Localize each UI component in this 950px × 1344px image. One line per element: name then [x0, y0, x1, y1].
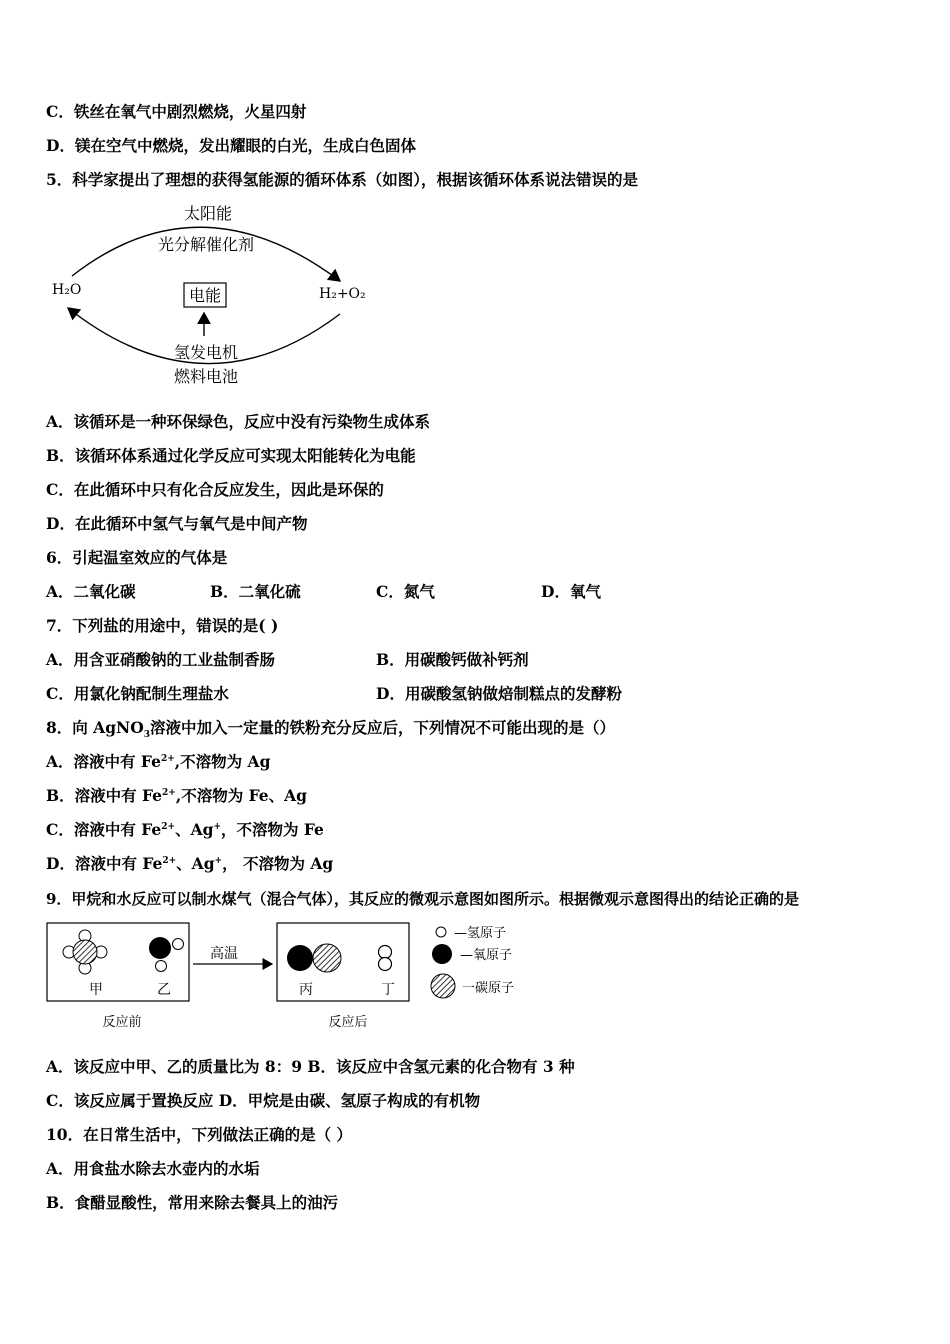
q10-option-b: B．食醋显酸性，常用来除去餐具上的油污 — [46, 1193, 339, 1212]
caption-after: 反应后 — [328, 1015, 368, 1030]
q8c-post: ，不溶物为 Fe — [221, 820, 324, 839]
q8a-sup: 2+ — [160, 753, 175, 764]
diag-top1: 太阳能 — [183, 204, 233, 223]
q10-stem: 10．在日常生活中，下列做法正确的是（ ） — [46, 1125, 352, 1144]
legend-h-atom — [436, 927, 446, 937]
q4-option-c: C．铁丝在氧气中剧烈燃烧，火星四射 — [46, 102, 307, 121]
q6-option-c: C．氮气 — [376, 582, 435, 601]
legend-c-atom — [431, 974, 455, 998]
q5-option-c: C．在此循环中只有化合反应发生，因此是环保的 — [46, 480, 384, 499]
label-ding: 丁 — [381, 982, 395, 998]
q4-option-d: D．镁在空气中燃烧，发出耀眼的白光，生成白色固体 — [46, 136, 416, 155]
q8b-pre: B．溶液中有 Fe — [46, 786, 163, 805]
q6-option-d: D．氧气 — [541, 582, 601, 601]
q8-option-d — [46, 854, 333, 874]
reaction-micro-diagram — [40, 916, 550, 1040]
yi-o-atom — [149, 937, 171, 959]
q8d-sup2: + — [214, 855, 223, 866]
diag-bottom1: 氢发电机 — [173, 343, 239, 362]
diag-right: H₂+O₂ — [319, 286, 366, 302]
q8d-post: ， 不溶物为 Ag — [222, 854, 334, 873]
q8-option-b — [46, 786, 307, 806]
q5-stem: 5．科学家提出了理想的获得氢能源的循环体系（如图），根据该循环体系说法错误的是 — [46, 170, 639, 189]
ding-h-top — [379, 946, 392, 959]
q8b-sup: 2+ — [162, 787, 176, 798]
yi-h-top — [173, 939, 184, 950]
q7-option-b: B．用碳酸钙做补钙剂 — [376, 650, 529, 669]
q7-option-d: D．用碳酸氢钠做焙制糕点的发酵粉 — [376, 684, 622, 703]
q5-option-b: B．该循环体系通过化学反应可实现太阳能转化为电能 — [46, 446, 416, 465]
q8a-post: ,不溶物为 Ag — [174, 752, 271, 771]
q8d-pre: D．溶液中有 Fe — [46, 854, 163, 873]
q8d-mid: 、Ag — [176, 854, 215, 873]
q8c-pre: C．溶液中有 Fe — [46, 820, 162, 839]
q8c-mid: 、Ag — [175, 820, 214, 839]
q10-option-a: A．用食盐水除去水壶内的水垢 — [46, 1159, 260, 1178]
q8a-pre: A．溶液中有 Fe — [46, 752, 161, 771]
legend-h-label: —氢原子 — [454, 926, 507, 941]
q6-stem: 6．引起温室效应的气体是 — [46, 548, 228, 567]
diag-top2: 光分解催化剂 — [157, 235, 255, 254]
legend-o-label: —氧原子 — [460, 948, 513, 963]
bing-o-atom — [287, 945, 313, 971]
q9-options-ab: A．该反应中甲、乙的质量比为 8：9 B．该反应中含氢元素的化合物有 3 种 — [46, 1057, 575, 1076]
legend-c-label: 一碳原子 — [462, 981, 515, 996]
q6-option-b: B．二氧化硫 — [210, 582, 301, 601]
legend-o-atom — [432, 944, 452, 964]
label-yi: 乙 — [157, 982, 171, 998]
q7-option-c: C．用氯化钠配制生理盐水 — [46, 684, 229, 703]
yi-h-bottom — [156, 961, 167, 972]
q7-stem: 7．下列盐的用途中，错误的是( ) — [46, 616, 279, 635]
q7-option-a: A．用含亚硝酸钠的工业盐制香肠 — [46, 650, 276, 669]
arrow-label: 高温 — [210, 946, 238, 962]
caption-before: 反应前 — [102, 1015, 142, 1030]
q8b-post: ,不溶物为 Fe、Ag — [175, 786, 308, 805]
q8-stem-post: 溶液中加入一定量的铁粉充分反应后，下列情况不可能出现的是（） — [149, 718, 615, 737]
bing-c-atom — [313, 944, 341, 972]
label-bing: 丙 — [299, 982, 313, 998]
q8-option-a — [46, 752, 270, 772]
q8-stem-sub: 3 — [143, 730, 150, 741]
hydrogen-cycle-diagram — [40, 196, 380, 396]
q8c-sup: 2+ — [161, 821, 176, 832]
q8-stem-pre: 8．向 AgNO — [46, 718, 144, 737]
q9-options-cd: C．该反应属于置换反应 D．甲烷是由碳、氢原子构成的有机物 — [46, 1091, 481, 1110]
q6-option-a: A．二氧化碳 — [46, 582, 136, 601]
q5-option-a: A．该循环是一种环保绿色，反应中没有污染物生成体系 — [46, 412, 431, 431]
jia-c-atom — [73, 940, 97, 964]
diag-bottom2: 燃料电池 — [173, 367, 239, 386]
q8c-sup2: + — [213, 821, 221, 832]
label-jia: 甲 — [89, 982, 103, 998]
q8-stem — [46, 718, 615, 741]
q8-option-c — [46, 820, 324, 840]
q9-stem: 9．甲烷和水反应可以制水煤气（混合气体），其反应的微观示意图如图所示。根据微观示意图得出的结论正确的是 — [46, 890, 799, 908]
ding-h-bottom — [379, 958, 392, 971]
diag-center: 电能 — [188, 286, 222, 305]
diag-left: H₂O — [52, 282, 82, 298]
q5-option-d: D．在此循环中氢气与氧气是中间产物 — [46, 514, 308, 533]
q8d-sup: 2+ — [162, 855, 177, 866]
